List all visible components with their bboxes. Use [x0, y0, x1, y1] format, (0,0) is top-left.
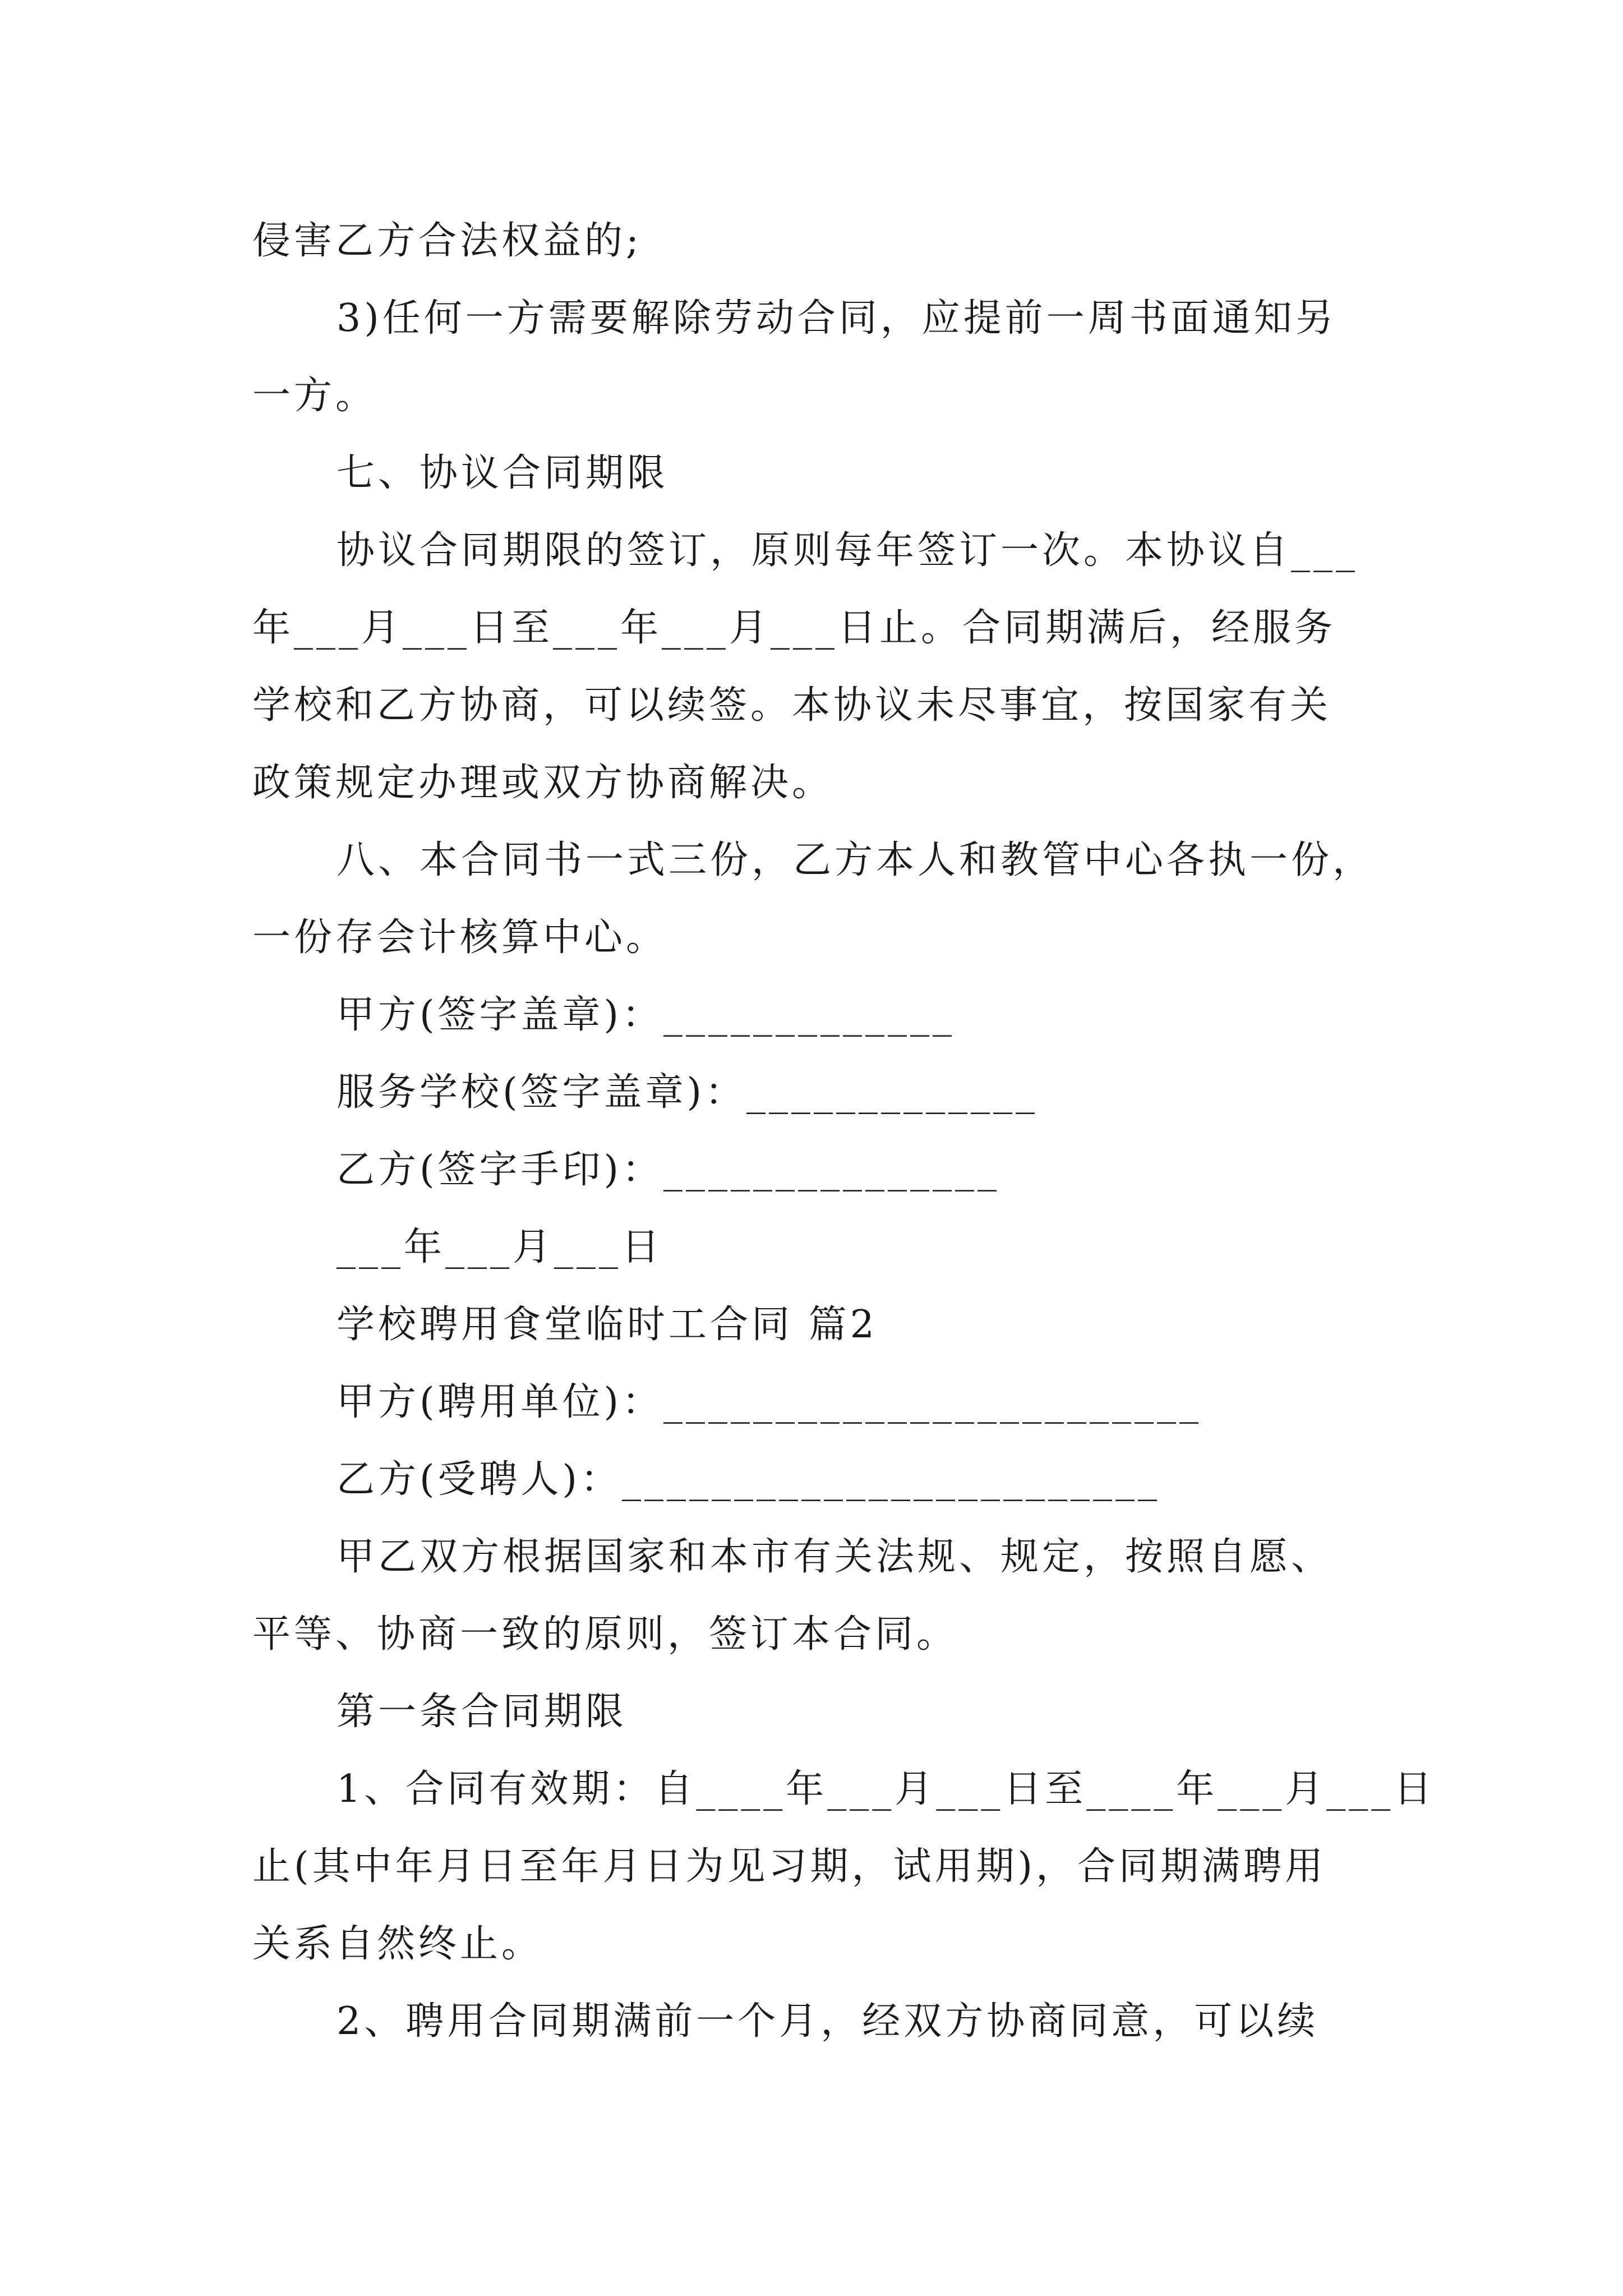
section-heading: 七、协议合同期限 [336, 451, 669, 495]
text-line: 学校和乙方协商，可以续签。本协议未尽事宜，按国家有关 [252, 683, 1332, 728]
party-a-line: 甲方(聘用单位)：________________________ [336, 1380, 1202, 1424]
text-line: 年___月___日至___年___月___日止。合同期满后，经服务 [252, 606, 1336, 650]
text-line: 甲乙双方根据国家和本市有关法规、规定，按照自愿、 [336, 1535, 1333, 1579]
text-line: 平等、协商一致的原则，签订本合同。 [252, 1612, 958, 1657]
signature-line-party-b: 乙方(签字手印)：_______________ [336, 1148, 1000, 1192]
text-line: 关系自然终止。 [252, 1922, 543, 1966]
text-line: 一方。 [252, 374, 377, 418]
text-line: 政策规定办理或双方协商解决。 [252, 761, 834, 805]
document-title: 学校聘用食堂临时工合同 篇2 [336, 1303, 878, 1347]
text-line: 止(其中年月日至年月日为见习期，试用期)，合同期满聘用 [252, 1844, 1327, 1889]
signature-line-school: 服务学校(签字盖章)：_____________ [336, 1070, 1039, 1115]
text-line: 1、合同有效期：自____年___月___日至____年___月___日 [336, 1767, 1436, 1811]
date-line: ___年___月___日 [336, 1225, 663, 1269]
text-line: 八、本合同书一式三份，乙方本人和教管中心各执一份， [336, 838, 1375, 882]
party-b-line: 乙方(受聘人)：________________________ [336, 1457, 1161, 1502]
section-heading: 第一条合同期限 [336, 1690, 628, 1734]
text-line: 协议合同期限的签订，原则每年签订一次。本协议自___ [336, 528, 1359, 573]
signature-line-party-a: 甲方(签字盖章)：_____________ [336, 993, 956, 1037]
text-line: 一份存会计核算中心。 [252, 915, 668, 960]
text-line: 侵害乙方合法权益的; [252, 219, 642, 263]
text-line: 2、聘用合同期满前一个月，经双方协商同意，可以续 [336, 1999, 1319, 2044]
text-line: 3)任何一方需要解除劳动合同，应提前一周书面通知另 [336, 296, 1337, 341]
